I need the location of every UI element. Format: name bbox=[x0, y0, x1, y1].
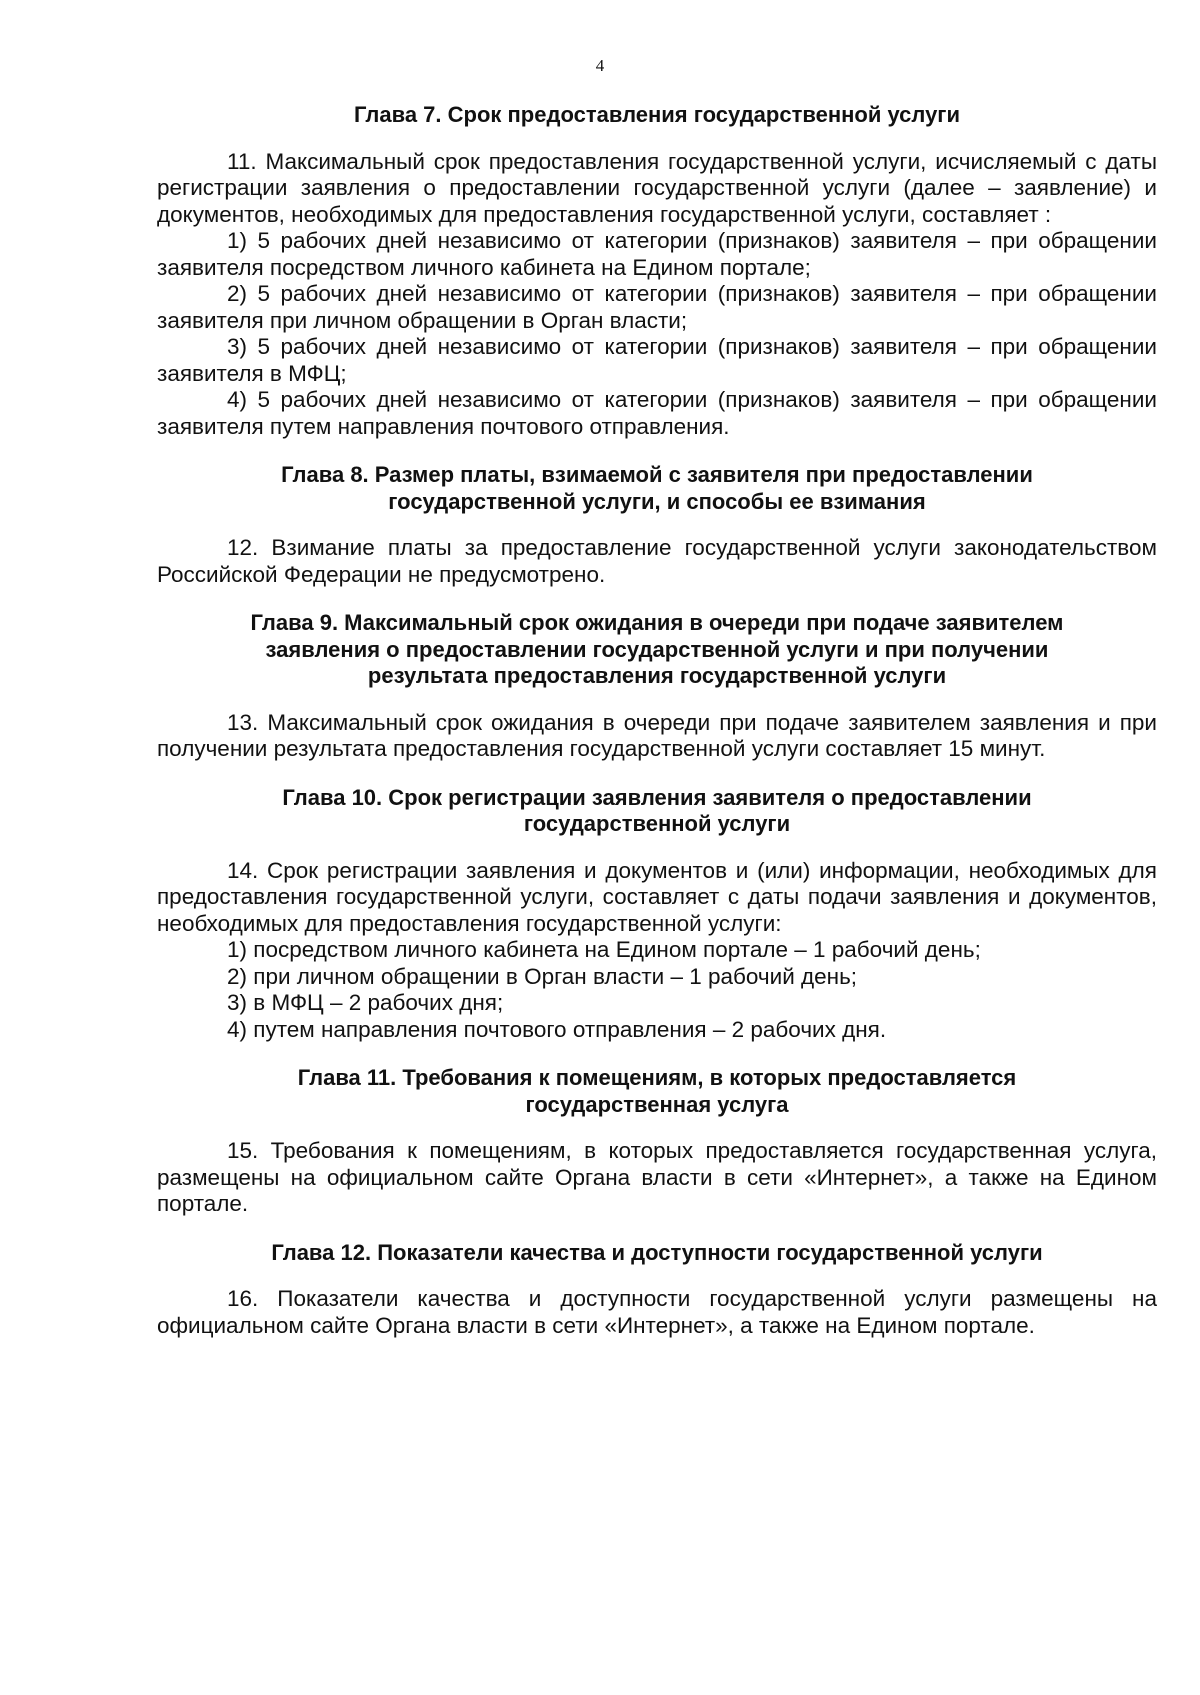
chapter-title-line: заявления о предоставлении государственной услуги и при получении bbox=[265, 636, 1049, 662]
chapter-title-line: государственной услуги bbox=[523, 811, 791, 836]
paragraph-11: 11. Максимальный срок предоставления государственной услуги, исчисляемый с даты регистрации заявления о предоставлении государственной услуги (далее – заявление) и документов, необходимых для предоставления государственной услуги, составляет : bbox=[157, 148, 1157, 227]
chapter-title bbox=[157, 1240, 1157, 1267]
list-item: 1) 5 рабочих дней независимо от категории (признаков) заявителя – при обращении заявителя посредством личного кабинета на Едином портале; bbox=[157, 228, 1157, 280]
chapter-title-line: результата предоставления государственной услуги bbox=[367, 663, 947, 688]
list-item: 4) путем направления почтового отправления – 2 рабочих дня. bbox=[227, 1016, 887, 1042]
chapter-title-line: Глава 11. Требования к помещениям, в которых предоставляется bbox=[297, 1065, 1017, 1090]
chapter-8 bbox=[157, 462, 1157, 588]
paragraph-16: 16. Показатели качества и доступности государственной услуги размещены на официальном сайте Органа власти в сети «Интернет», а также на Едином портале. bbox=[157, 1286, 1157, 1338]
list-item: 2) при личном обращении в Орган власти – 1 рабочий день; bbox=[227, 963, 858, 989]
list-item: 3) 5 рабочих дней независимо от категории (признаков) заявителя – при обращении заявителя в МФЦ; bbox=[157, 334, 1157, 386]
chapter-7 bbox=[157, 102, 1157, 440]
list-item: 4) 5 рабочих дней независимо от категории (признаков) заявителя – при обращении заявителя путем направления почтового отправления. bbox=[157, 387, 1157, 439]
chapter-title-line: государственной услуги, и способы ее взимания bbox=[388, 488, 926, 514]
chapter-title bbox=[157, 462, 1157, 515]
chapter-title-line: государственная услуга bbox=[525, 1091, 789, 1117]
chapter-title bbox=[157, 785, 1157, 838]
paragraph-12: 12. Взимание платы за предоставление государственной услуги законодательством Российской Федерации не предусмотрено. bbox=[157, 535, 1157, 587]
chapter-9 bbox=[157, 610, 1157, 763]
list-item: 3) в МФЦ – 2 рабочих дня; bbox=[227, 990, 504, 1015]
list-item: 1) посредством личного кабинета на Едином портале – 1 рабочий день; bbox=[227, 937, 981, 962]
paragraph-15: 15. Требования к помещениям, в которых предоставляется государственная услуга, размещены на официальном сайте Органа власти в сети «Интернет», а также на Едином портале. bbox=[157, 1138, 1157, 1216]
page-number: 4 bbox=[595, 56, 605, 75]
paragraph-14: 14. Срок регистрации заявления и документов и (или) информации, необходимых для предоставления государственной услуги, составляет с даты подачи заявления и документов, необходимых для предоставления государственной услуги: bbox=[157, 857, 1157, 936]
chapter-10 bbox=[157, 785, 1157, 1044]
chapter-title bbox=[157, 102, 1157, 129]
document-body bbox=[157, 102, 1157, 1361]
chapter-11 bbox=[157, 1065, 1157, 1218]
chapter-title-line: Глава 10. Срок регистрации заявления заявителя о предоставлении bbox=[282, 784, 1032, 810]
chapter-title-line: Глава 8. Размер платы, взимаемой с заявителя при предоставлении bbox=[281, 462, 1033, 487]
paragraph-13: 13. Максимальный срок ожидания в очереди при подаче заявителем заявления и при получении результата предоставления государственной услуги составляет 15 минут. bbox=[157, 709, 1157, 761]
chapter-title-line: Глава 7. Срок предоставления государственной услуги bbox=[354, 102, 960, 127]
list-item: 2) 5 рабочих дней независимо от категории (признаков) заявителя – при обращении заявителя при личном обращении в Орган власти; bbox=[157, 281, 1157, 333]
chapter-title bbox=[157, 1065, 1157, 1118]
chapter-12 bbox=[157, 1240, 1157, 1340]
chapter-title-line: Глава 12. Показатели качества и доступности государственной услуги bbox=[271, 1239, 1043, 1265]
chapter-title bbox=[157, 610, 1157, 690]
chapter-title-line: Глава 9. Максимальный срок ожидания в очереди при подаче заявителем bbox=[250, 610, 1064, 635]
